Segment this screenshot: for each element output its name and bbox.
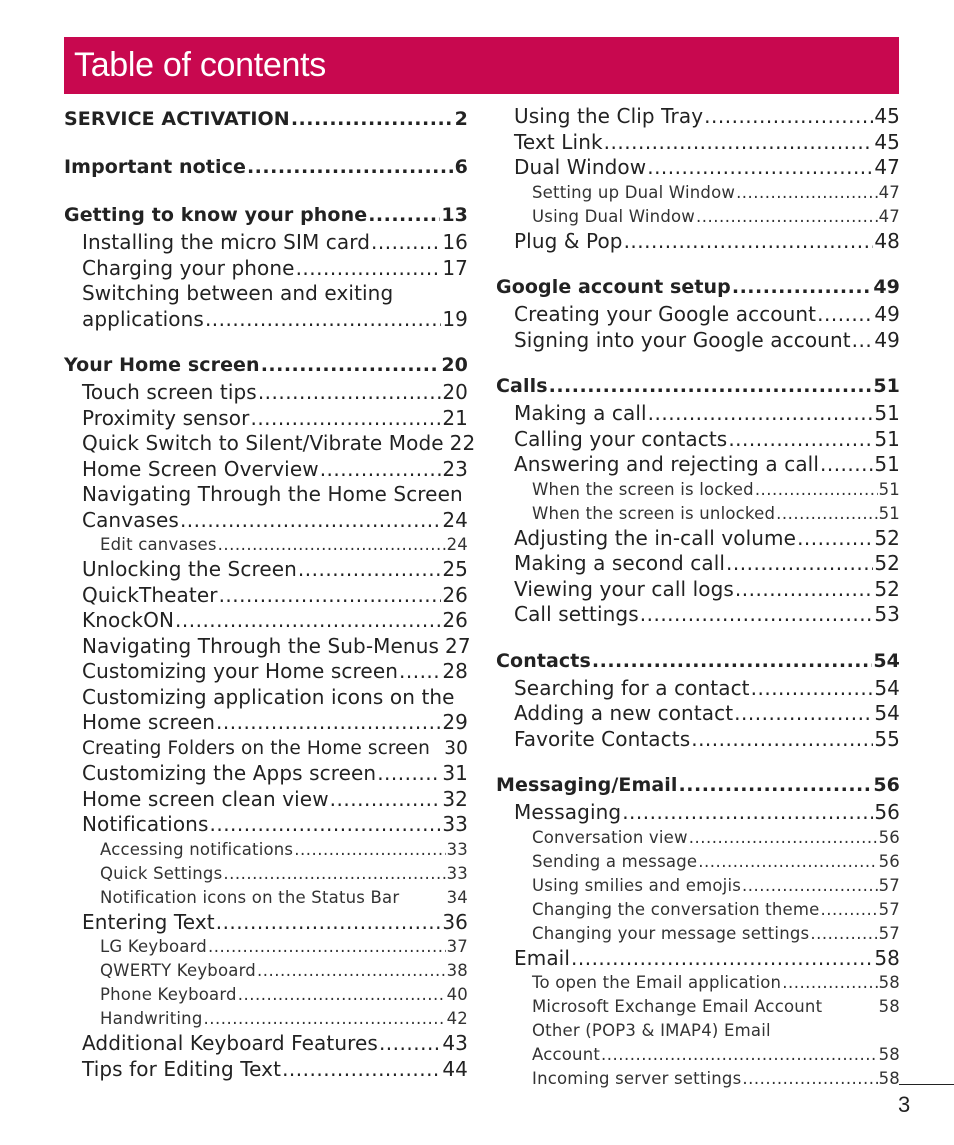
toc-leader-dots xyxy=(648,401,874,427)
toc-entry-title: Calls xyxy=(496,375,548,397)
toc-leader-dots xyxy=(296,256,442,282)
toc-entry-page: 49 xyxy=(874,302,900,326)
toc-leader-dots xyxy=(782,971,877,995)
toc-entry[interactable] xyxy=(64,557,468,583)
toc-entry-page: 13 xyxy=(441,204,468,226)
toc-entry[interactable] xyxy=(64,862,468,886)
toc-leader-dots xyxy=(294,838,445,862)
toc-entry-page: 38 xyxy=(446,961,468,980)
toc-entry-title: Installing the micro SIM card xyxy=(82,230,371,254)
toc-entry-title: Google account setup xyxy=(496,276,731,298)
toc-entry-page: 6 xyxy=(454,156,468,178)
toc-leader-dots xyxy=(549,371,873,401)
toc-entry-page: 30 xyxy=(444,737,468,759)
toc-entry-title: Favorite Contacts xyxy=(514,726,691,751)
toc-entry-page: 2 xyxy=(454,108,468,130)
toc-entry-title: Canvases xyxy=(82,507,179,532)
toc-entry-page: 19 xyxy=(442,306,468,331)
toc-leader-dots xyxy=(399,659,441,685)
toc-entry-title: Tips for Editing Text xyxy=(82,1056,282,1081)
page-title: Table of contents xyxy=(74,46,326,84)
toc-entry-page: 31 xyxy=(442,761,468,785)
toc-entry-page: 33 xyxy=(442,812,468,836)
toc-entry-page: 44 xyxy=(442,1056,468,1081)
toc-entry-page: 52 xyxy=(874,525,900,550)
toc-leader-dots xyxy=(728,427,873,453)
toc-leader-dots xyxy=(751,676,874,702)
toc-entry-title: Adjusting the in-call volume xyxy=(514,525,797,550)
toc-entry-page: 56 xyxy=(873,774,900,796)
toc-entry[interactable] xyxy=(64,431,476,457)
toc-entry-title: Adding a new contact xyxy=(514,701,734,725)
toc-entry-page: 49 xyxy=(873,276,900,298)
toc-entry-page: 51 xyxy=(874,426,900,451)
toc-entry-line: Other (POP3 & IMAP4) Email xyxy=(532,1021,771,1040)
toc-entry-page: 26 xyxy=(442,608,468,632)
toc-entry-title: Using the Clip Tray xyxy=(514,104,704,128)
toc-entry-title: Customizing your Home screen xyxy=(82,659,398,683)
toc-entry[interactable] xyxy=(496,478,900,502)
toc-entry[interactable] xyxy=(496,155,900,181)
toc-entry-page: 58 xyxy=(878,1069,900,1088)
toc-entry[interactable] xyxy=(496,502,900,526)
toc-entry[interactable] xyxy=(496,181,900,205)
toc-entry[interactable] xyxy=(496,205,900,229)
toc-entry-page: 36 xyxy=(442,909,468,934)
toc-entry-page: 57 xyxy=(878,899,900,919)
toc-entry-title: Accessing notifications xyxy=(100,839,294,859)
toc-entry[interactable] xyxy=(64,959,468,983)
toc-section xyxy=(64,104,468,134)
toc-leader-dots xyxy=(379,1031,441,1057)
toc-leader-dots xyxy=(257,959,446,983)
toc-entry-page: 54 xyxy=(873,649,900,672)
toc-entry-title: Important notice xyxy=(64,156,246,178)
toc-leader-dots xyxy=(219,583,442,609)
page-footer-rule xyxy=(899,1084,954,1085)
toc-entry[interactable] xyxy=(64,633,471,660)
toc-entry[interactable] xyxy=(496,551,900,577)
toc-entry-title: QuickTheater xyxy=(82,582,218,607)
toc-entry-title: Customizing the Apps screen xyxy=(82,761,377,785)
toc-entry-title: When the screen is locked xyxy=(532,479,754,499)
toc-leader-dots xyxy=(282,1057,441,1083)
toc-leader-dots xyxy=(330,787,442,813)
toc-entry[interactable] xyxy=(64,1031,468,1057)
toc-entry-title: QWERTY Keyboard xyxy=(100,961,256,980)
toc-entry-title: Additional Keyboard Features xyxy=(82,1031,378,1055)
toc-entry[interactable] xyxy=(64,608,468,634)
toc-entry-title: To open the Email application xyxy=(532,973,782,992)
toc-entry-page: 58 xyxy=(874,945,900,970)
toc-entry-page: 33 xyxy=(446,863,468,883)
toc-leader-dots xyxy=(592,646,872,676)
toc-entry[interactable] xyxy=(64,1007,468,1031)
toc-entry-page: 58 xyxy=(878,997,900,1016)
toc-entry-title: Answering and rejecting a call xyxy=(514,452,819,476)
toc-entry[interactable] xyxy=(64,1057,468,1083)
toc-entry-page: 57 xyxy=(878,875,900,895)
toc-entry[interactable] xyxy=(496,526,900,552)
toc-leader-dots xyxy=(208,935,446,959)
title-banner xyxy=(64,37,899,94)
toc-leader-dots xyxy=(679,770,873,800)
toc-entry-title: Setting up Dual Window xyxy=(532,182,736,202)
toc-leader-dots xyxy=(250,406,441,432)
toc-entry-title: Notification icons on the Status Bar xyxy=(100,887,400,907)
toc-leader-dots xyxy=(604,130,874,156)
toc-entry-title: Your Home screen xyxy=(64,354,260,376)
toc-entry[interactable] xyxy=(496,971,900,995)
toc-leader-dots xyxy=(640,602,874,628)
toc-entry[interactable] xyxy=(64,886,468,910)
toc-entry-title: Messaging xyxy=(514,800,622,824)
toc-entry-title: Home screen clean view xyxy=(82,786,329,811)
toc-leader-dots xyxy=(601,1043,878,1067)
toc-entry-title: Navigating Through the Sub-Menus xyxy=(82,633,439,658)
toc-entry-page: 25 xyxy=(442,557,468,581)
toc-entry-page: 52 xyxy=(874,576,900,601)
toc-entry-title: Messaging/Email xyxy=(496,774,678,796)
toc-entry-title: Plug & Pop xyxy=(514,228,623,253)
toc-section xyxy=(496,272,900,353)
toc-leader-dots xyxy=(689,826,878,850)
toc-entry-page: 56 xyxy=(878,851,900,871)
toc-entry[interactable] xyxy=(64,508,468,534)
toc-entry-page: 58 xyxy=(878,973,900,992)
toc-entry-page: 43 xyxy=(442,1031,468,1055)
toc-leader-dots xyxy=(852,328,874,354)
toc-entry[interactable] xyxy=(64,230,468,256)
toc-entry-title: Unlocking the Screen xyxy=(82,557,297,581)
toc-entry-page: 22 xyxy=(449,431,476,455)
toc-leader-dots xyxy=(218,533,446,557)
toc-leader-dots xyxy=(732,272,872,302)
toc-entry[interactable] xyxy=(496,401,900,427)
toc-leader-dots xyxy=(647,155,873,181)
toc-entry[interactable] xyxy=(64,910,468,936)
toc-entry-title: Text Link xyxy=(514,129,603,154)
toc-left-column xyxy=(64,104,476,1100)
toc-entry-title: Quick Switch to Silent/Vibrate Mode xyxy=(82,431,444,455)
toc-entry[interactable] xyxy=(496,302,900,328)
toc-entry-title: Quick Settings xyxy=(100,863,223,883)
toc-entry[interactable] xyxy=(64,457,468,483)
toc-entry[interactable] xyxy=(64,838,468,862)
toc-entry[interactable] xyxy=(496,922,900,946)
toc-section xyxy=(496,646,900,753)
toc-leader-dots xyxy=(371,230,441,256)
toc-section xyxy=(496,371,900,628)
toc-entry-page: 45 xyxy=(874,104,900,128)
toc-entry-page: 28 xyxy=(442,659,468,683)
toc-entry-page: 21 xyxy=(442,405,468,430)
toc-entry-title: applications xyxy=(82,306,204,331)
toc-leader-dots xyxy=(797,526,873,552)
toc-entry-title: Call settings xyxy=(514,602,639,626)
toc-entry[interactable] xyxy=(64,380,468,406)
toc-leader-dots xyxy=(298,557,441,583)
toc-entry-page: 23 xyxy=(442,456,468,481)
toc-entry-page: 42 xyxy=(446,1009,468,1028)
toc-entry-page: 20 xyxy=(442,380,468,404)
toc-entry-line: Customizing application icons on the xyxy=(82,684,455,709)
toc-leader-dots xyxy=(755,478,878,502)
toc-entry[interactable] xyxy=(64,256,468,282)
toc-entry-page: 47 xyxy=(874,155,900,179)
toc-entry-title: Proximity sensor xyxy=(82,405,250,430)
toc-entry-page: 54 xyxy=(874,675,900,700)
toc-entry-page: 53 xyxy=(874,602,900,626)
toc-entry[interactable] xyxy=(496,676,900,702)
toc-entry[interactable] xyxy=(496,874,900,898)
toc-leader-dots xyxy=(571,946,873,972)
toc-entry-title: Entering Text xyxy=(82,909,215,934)
toc-entry[interactable] xyxy=(64,104,468,134)
toc-entry-title: SERVICE ACTIVATION xyxy=(64,108,290,130)
toc-section xyxy=(64,350,476,1082)
toc-entry-page: 27 xyxy=(445,633,471,658)
toc-leader-dots xyxy=(696,205,878,229)
toc-leader-dots xyxy=(180,508,441,534)
toc-leader-dots xyxy=(258,380,442,406)
toc-entry-title: Changing your message settings xyxy=(532,923,810,943)
toc-leader-dots xyxy=(691,727,873,753)
toc-entry-page: 54 xyxy=(874,701,900,725)
toc-entry-title: Notifications xyxy=(82,812,209,836)
toc-section xyxy=(496,104,900,254)
toc-entry-title: Account xyxy=(532,1045,601,1064)
toc-entry[interactable] xyxy=(64,350,468,380)
toc-leader-dots xyxy=(624,229,874,255)
toc-entry-page: 40 xyxy=(446,985,468,1004)
toc-entry-page: 17 xyxy=(442,255,468,280)
toc-entry[interactable] xyxy=(64,935,468,959)
toc-leader-dots xyxy=(216,710,441,736)
toc-entry[interactable] xyxy=(496,371,900,401)
toc-entry-page: 24 xyxy=(442,507,468,532)
toc-leader-dots xyxy=(368,200,440,230)
toc-entry-page: 32 xyxy=(442,786,468,811)
toc-leader-dots xyxy=(291,104,454,134)
toc-leader-dots xyxy=(726,551,873,577)
toc-entry-title: Email xyxy=(514,945,570,970)
toc-leader-dots xyxy=(622,800,873,826)
toc-leader-dots xyxy=(742,874,878,898)
toc-entry[interactable] xyxy=(496,328,900,354)
toc-entry-title: Edit canvases xyxy=(100,535,217,554)
toc-entry[interactable] xyxy=(496,452,900,478)
toc-entry[interactable] xyxy=(496,427,900,453)
toc-entry-page: 51 xyxy=(878,503,900,523)
toc-leader-dots xyxy=(810,922,877,946)
toc-entry-title: Phone Keyboard xyxy=(100,985,237,1004)
toc-entry-page: 26 xyxy=(442,582,468,607)
toc-leader-dots xyxy=(734,701,873,727)
toc-entry[interactable] xyxy=(496,850,900,874)
toc-leader-dots xyxy=(817,302,873,328)
toc-entry-page: 24 xyxy=(446,535,468,554)
toc-entry-title: Using Dual Window xyxy=(532,206,695,226)
toc-leader-dots xyxy=(209,812,441,838)
toc-entry[interactable] xyxy=(64,812,468,838)
toc-entry[interactable] xyxy=(496,946,900,972)
toc-entry-title: Searching for a contact xyxy=(514,675,750,700)
toc-leader-dots xyxy=(223,862,445,886)
toc-entry[interactable] xyxy=(496,130,900,156)
toc-entry-page: 20 xyxy=(441,354,468,376)
toc-entry[interactable] xyxy=(64,152,468,182)
toc-entry[interactable] xyxy=(64,533,468,557)
toc-leader-dots xyxy=(735,577,873,603)
toc-entry[interactable] xyxy=(496,770,900,800)
toc-entry-page: 37 xyxy=(446,937,468,956)
toc-leader-dots xyxy=(238,983,446,1007)
toc-entry-line: Switching between and exiting xyxy=(82,281,394,305)
toc-leader-dots xyxy=(704,104,873,130)
toc-entry-title: Handwriting xyxy=(100,1009,203,1028)
toc-section xyxy=(496,770,900,1091)
toc-leader-dots xyxy=(205,307,441,333)
toc-entry[interactable] xyxy=(64,659,468,685)
toc-entry-page: 56 xyxy=(874,800,900,824)
toc-section xyxy=(64,152,468,182)
toc-entry-title: KnockON xyxy=(82,608,175,632)
toc-entry-title: Creating Folders on the Home screen xyxy=(82,737,430,759)
toc-entry[interactable] xyxy=(496,727,900,753)
toc-entry-title: Touch screen tips xyxy=(82,380,257,404)
toc-entry-title: Viewing your call logs xyxy=(514,576,734,601)
toc-entry-page: 56 xyxy=(878,827,900,847)
toc-leader-dots xyxy=(204,1007,446,1031)
toc-entry-title: Creating your Google account xyxy=(514,302,817,326)
toc-entry-title: Making a second call xyxy=(514,551,726,575)
toc-leader-dots xyxy=(261,350,441,380)
toc-entry-title: Calling your contacts xyxy=(514,426,728,451)
toc-entry-title: Contacts xyxy=(496,649,591,672)
toc-entry-title: Home Screen Overview xyxy=(82,456,319,481)
toc-entry-line: Navigating Through the Home Screen xyxy=(82,482,463,506)
toc-entry-title: Making a call xyxy=(514,401,647,425)
toc-entry-page: 57 xyxy=(878,923,900,943)
toc-entry[interactable] xyxy=(496,898,900,922)
toc-entry[interactable] xyxy=(64,710,468,736)
toc-entry-title: Conversation view xyxy=(532,827,688,847)
toc-leader-dots xyxy=(320,457,442,483)
toc-entry-page: 29 xyxy=(442,710,468,734)
toc-entry-title: Getting to know your phone xyxy=(64,204,368,226)
toc-entry[interactable] xyxy=(64,787,468,813)
toc-entry-page: 47 xyxy=(878,206,900,226)
toc-entry[interactable] xyxy=(496,995,900,1019)
toc-entry[interactable] xyxy=(496,1043,900,1067)
toc-entry-title: Signing into your Google account xyxy=(514,327,851,352)
toc-leader-dots xyxy=(820,452,873,478)
toc-entry[interactable] xyxy=(64,761,468,787)
toc-leader-dots xyxy=(742,1067,877,1091)
toc-entry[interactable] xyxy=(64,983,468,1007)
toc-entry-page: 52 xyxy=(874,551,900,575)
toc-entry-title: Using smilies and emojis xyxy=(532,875,742,895)
page-number: 3 xyxy=(898,1092,911,1117)
toc-entry-page: 58 xyxy=(878,1045,900,1064)
toc-entry-page: 34 xyxy=(446,887,468,907)
toc-leader-dots xyxy=(776,502,877,526)
toc-entry-title: Home screen xyxy=(82,710,216,734)
toc-entry-page: 55 xyxy=(874,726,900,751)
toc-entry-title: When the screen is unlocked xyxy=(532,503,776,523)
toc-entry[interactable] xyxy=(496,602,900,628)
toc-entry-title: Changing the conversation theme xyxy=(532,899,820,919)
toc-leader-dots xyxy=(377,761,441,787)
toc-section xyxy=(64,200,468,332)
toc-entry[interactable] xyxy=(496,646,900,676)
toc-entry[interactable] xyxy=(496,1067,900,1091)
toc-entry[interactable] xyxy=(496,800,900,826)
toc-entry-page: 47 xyxy=(878,182,900,202)
toc-entry[interactable] xyxy=(64,406,468,432)
toc-entry[interactable] xyxy=(496,104,900,130)
toc-leader-dots xyxy=(216,910,442,936)
toc-entry[interactable] xyxy=(64,307,468,333)
toc-entry-page: 51 xyxy=(873,375,900,397)
toc-entry-page: 51 xyxy=(878,479,900,499)
toc-right-column xyxy=(496,104,900,1109)
toc-entry-title: Sending a message xyxy=(532,851,698,871)
toc-leader-dots xyxy=(698,850,877,874)
toc-leader-dots xyxy=(736,181,878,205)
toc-entry[interactable] xyxy=(496,701,900,727)
toc-entry-title: Incoming server settings xyxy=(532,1069,742,1088)
toc-entry[interactable] xyxy=(496,272,900,302)
toc-leader-dots xyxy=(247,152,454,182)
toc-entry-page: 16 xyxy=(442,230,468,254)
toc-entry-title: Microsoft Exchange Email Account xyxy=(532,997,823,1016)
toc-entry-page: 48 xyxy=(874,228,900,253)
toc-entry[interactable] xyxy=(496,577,900,603)
toc-leader-dots xyxy=(175,608,441,634)
toc-entry-title: LG Keyboard xyxy=(100,937,207,956)
toc-entry[interactable] xyxy=(496,826,900,850)
toc-entry-page: 51 xyxy=(874,452,900,476)
toc-entry[interactable] xyxy=(64,736,468,762)
toc-entry-page: 33 xyxy=(446,839,468,859)
toc-entry-title: Charging your phone xyxy=(82,255,295,280)
toc-entry-page: 51 xyxy=(874,401,900,425)
toc-entry-page: 45 xyxy=(874,129,900,154)
toc-entry-title: Dual Window xyxy=(514,155,647,179)
toc-entry[interactable] xyxy=(64,583,468,609)
toc-entry-page: 49 xyxy=(874,327,900,352)
toc-entry[interactable] xyxy=(64,200,468,230)
toc-leader-dots xyxy=(821,898,878,922)
toc-entry[interactable] xyxy=(496,229,900,255)
